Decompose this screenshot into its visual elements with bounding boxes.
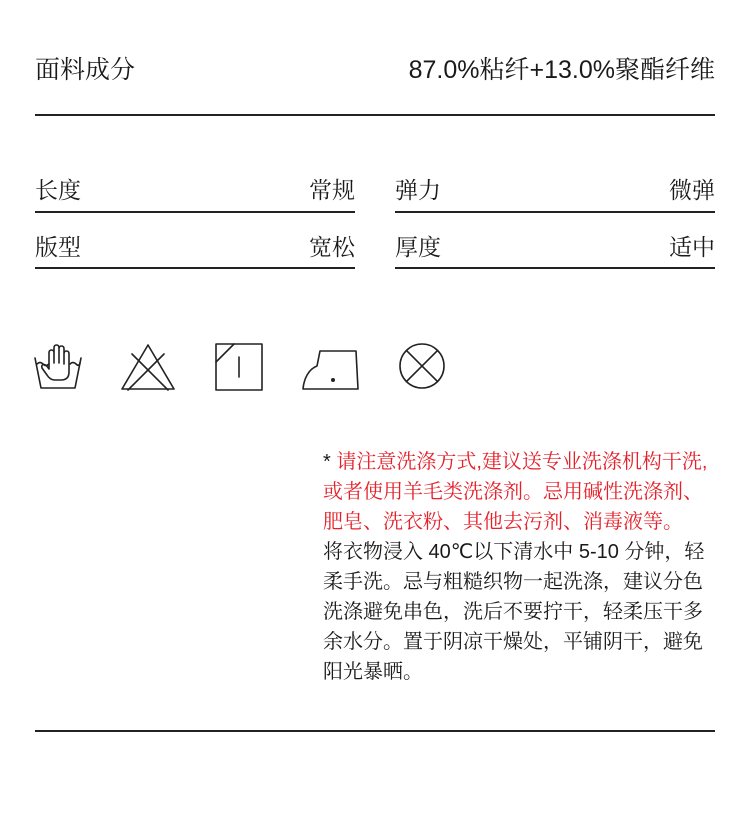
care-warning-text: 请注意洗涤方式,建议送专业洗涤机构干洗, <box>336 451 708 473</box>
asterisk-mark: * <box>323 451 337 473</box>
do-not-dry-clean-icon <box>397 342 447 392</box>
bottom-divider <box>35 730 715 732</box>
spec-thickness-value: 适中 <box>669 234 715 260</box>
spec-underline <box>395 211 715 213</box>
spec-length-value: 常规 <box>309 177 355 203</box>
care-warning-line <box>323 447 707 477</box>
care-instruction-line: 柔手洗。忌与粗糙织物一起洗涤，建议分色 <box>323 571 703 593</box>
spec-length-label: 长度 <box>35 177 81 203</box>
hand-wash-icon <box>33 342 83 392</box>
care-instruction-line: 洗涤避免串色，洗后不要拧干，轻柔压干多 <box>323 601 703 623</box>
spec-fit-value: 宽松 <box>309 234 355 260</box>
care-warning-line: 肥皂、洗衣粉、其他去污剂、消毒液等。 <box>323 511 683 533</box>
fabric-composition-value: 87.0%粘纤+13.0%聚酯纤维 <box>408 56 715 84</box>
spec-elasticity-label: 弹力 <box>395 177 441 203</box>
care-warning-line: 或者使用羊毛类洗涤剂。忌用碱性洗涤剂、 <box>323 481 703 503</box>
care-instruction-line: 余水分。置于阴凉干燥处，平铺阴干，避免 <box>323 631 703 653</box>
spec-underline <box>35 267 355 269</box>
spec-fit-label: 版型 <box>35 234 81 260</box>
care-instruction-line: 将衣物浸入 40℃以下清水中 5-10 分钟，轻 <box>323 541 705 563</box>
spec-underline <box>395 267 715 269</box>
spec-underline <box>35 211 355 213</box>
care-instruction-line: 阳光暴晒。 <box>323 661 423 683</box>
divider <box>35 114 715 116</box>
do-not-bleach-icon <box>120 342 176 392</box>
spec-elasticity-value: 微弹 <box>669 177 715 203</box>
spec-thickness-label: 厚度 <box>395 234 441 260</box>
drip-dry-shade-icon <box>214 342 264 392</box>
iron-low-heat-icon <box>301 342 361 392</box>
fabric-composition-label: 面料成分 <box>35 56 136 84</box>
